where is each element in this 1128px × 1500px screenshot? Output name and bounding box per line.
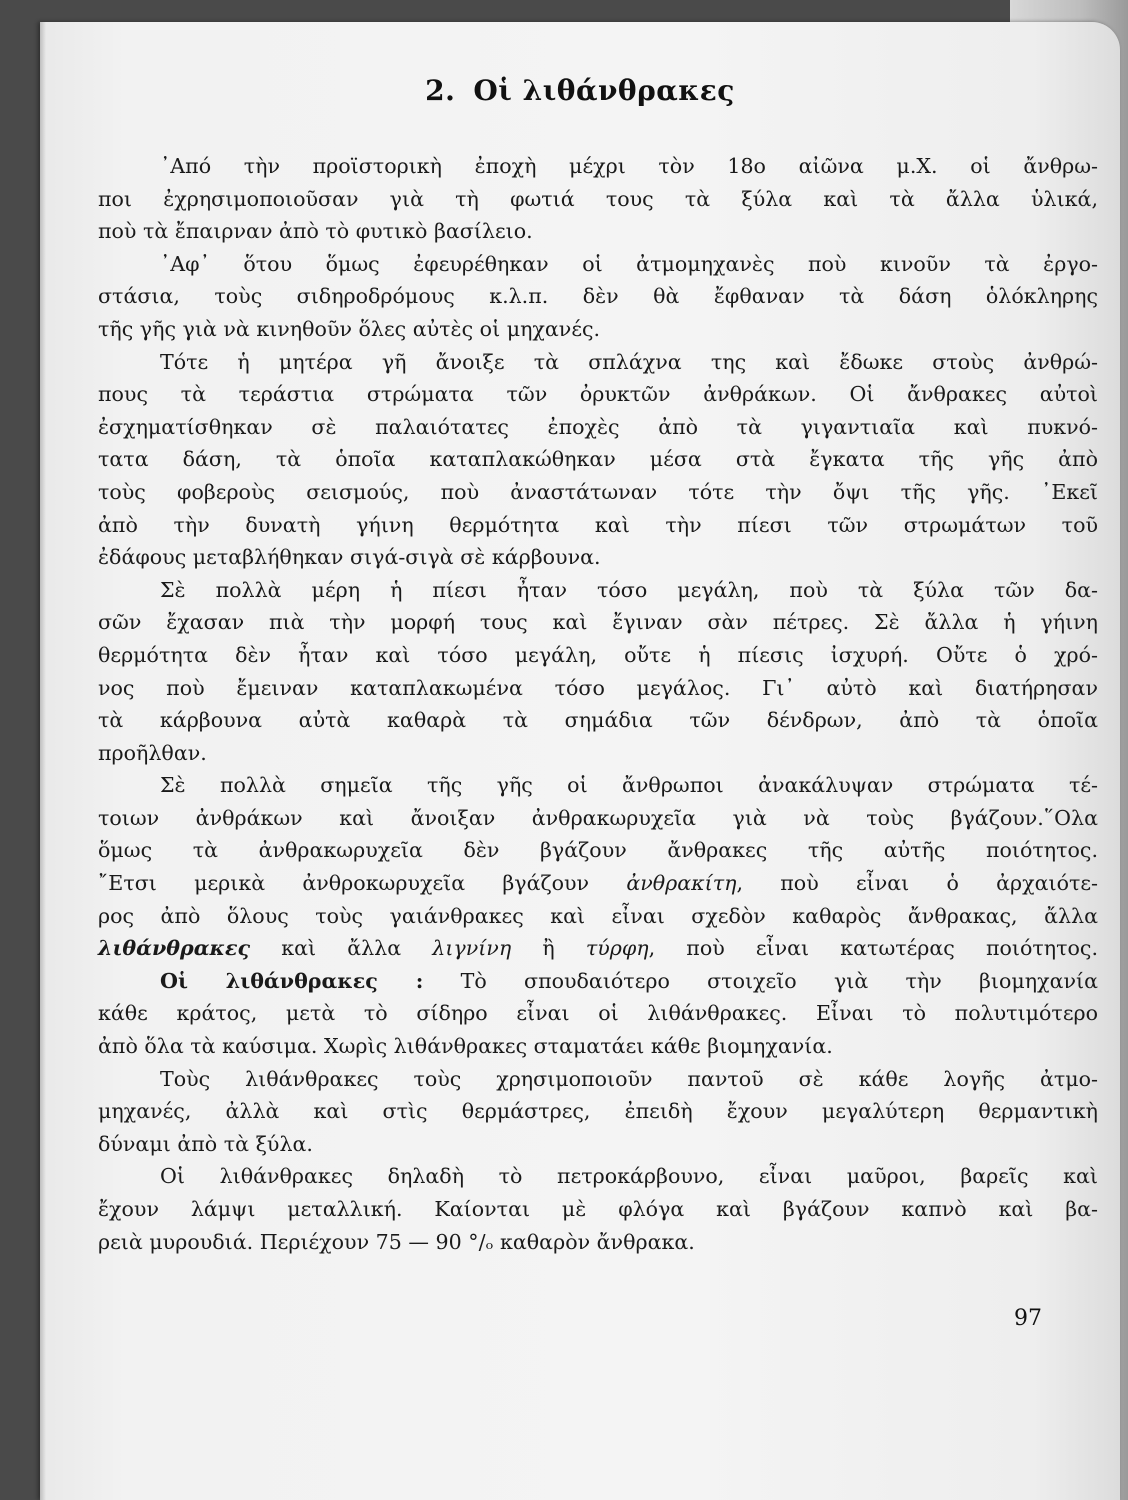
text-line: σῶν ἔχασαν πιὰ τὴν μορφή τους καὶ ἔγιναν σὰν πέτρες. Σὲ ἄλλα ἡ γήινη [98, 610, 1098, 635]
text-line: ἐσχηματίσθηκαν σὲ παλαιότατες ἐποχὲς ἀπὸ τὰ γιγαντιαῖα καὶ πυκνό- [98, 414, 1098, 439]
text-run: καὶ ἄλλα [250, 936, 433, 961]
section-number: 2. [425, 74, 456, 107]
text-line: θερμότητα δὲν ἦταν καὶ τόσο μεγάλη, οὔτε ἡ πίεσις ἰσχυρή. Οὔτε ὁ χρό- [98, 642, 1098, 667]
text-run: , ποὺ εἶναι ὁ ἀρχαιότε- [736, 871, 1098, 896]
text-line: Σὲ πολλὰ μέρη ἡ πίεσι ἦταν τόσο μεγάλη, ποὺ τὰ ξύλα τῶν δα- [160, 577, 1098, 602]
text-line: τῆς γῆς γιὰ νὰ κινηθοῦν ὅλες αὐτὲς οἱ μηχανές. [98, 316, 601, 341]
text-line: ἐδάφους μεταβλήθηκαν σιγά-σιγὰ σὲ κάρβουνα. [98, 545, 601, 570]
text-line: δύναμι ἀπὸ τὰ ξύλα. [98, 1131, 313, 1156]
text-line: ἀπὸ ὅλα τὰ καύσιμα. Χωρὶς λιθάνθρακες σταματάει κάθε βιομηχανία. [98, 1034, 833, 1059]
text-line: ᾿Από τὴν προϊστορικὴ ἐποχὴ μέχρι τὸν 18ο αἰῶνα μ.Χ. οἱ ἄνθρω- [160, 154, 1098, 178]
term-lithanthrakes: λιθάνθρακες [98, 936, 251, 961]
section-title [40, 74, 1120, 107]
text-run: ῎Ετσι μερικὰ ἀνθροκωρυχεῖα βγάζουν [98, 871, 590, 896]
text-line: ρος ἀπὸ ὅλους τοὺς γαιάνθρακες καὶ εἶναι σχεδὸν καθαρὸς ἄνθρακας, ἄλλα [98, 903, 1098, 928]
body-text [98, 150, 1098, 1258]
text-line: προῆλθαν. [98, 740, 207, 765]
text-line: ποι ἐχρησιμοποιοῦσαν γιὰ τὴ φωτιά τους τὰ ξύλα καὶ τὰ ἄλλα ὑλικά, [98, 186, 1098, 211]
text-run: ἢ [511, 936, 586, 961]
text-line: τατα δάση, τὰ ὁποῖα καταπλακώθηκαν μέσα στὰ ἔγκατα τῆς γῆς ἀπὸ [98, 447, 1098, 472]
subheading-lithanthrakes: Οἱ λιθάνθρακες : [160, 968, 424, 993]
text-line [98, 932, 1098, 965]
text-line [98, 965, 1098, 998]
text-line [98, 867, 1098, 900]
text-line: ρειὰ μυρουδιά. Περιέχουν 75 — 90 °/ₒ καθαρὸν ἄνθρακα. [98, 1229, 695, 1254]
text-line: Τότε ἡ μητέρα γῆ ἄνοιξε τὰ σπλάχνα της καὶ ἔδωκε στοὺς ἀνθρώ- [160, 349, 1098, 374]
text-line: ὅμως τὰ ἀνθρακωρυχεῖα δὲν βγάζουν ἄνθρακες τῆς αὐτῆς ποιότητος. [98, 838, 1098, 863]
text-line: Οἱ λιθάνθρακες δηλαδὴ τὸ πετροκάρβουνο, εἶναι μαῦροι, βαρεῖς καὶ [160, 1164, 1098, 1189]
page-gutter-shadow [40, 22, 46, 1500]
text-run: Τὸ σπουδαιότερο στοιχεῖο γιὰ τὴν βιομηχανία [423, 968, 1098, 993]
text-line: ᾿Αφ᾿ ὅτου ὅμως ἐφευρέθηκαν οἱ ἀτμομηχανὲς ποὺ κινοῦν τὰ ἐργο- [160, 251, 1098, 276]
term-anthrakitis: ἀνθρακίτη [626, 871, 737, 896]
text-run: , ποὺ εἶναι κατωτέρας ποιότητος. [648, 936, 1098, 961]
section-title-text: Οἱ λιθάνθρακες [473, 74, 735, 107]
text-line: Τοὺς λιθάνθρακες τοὺς χρησιμοποιοῦν παντοῦ σὲ κάθε λογῆς ἀτμο- [160, 1066, 1098, 1091]
term-lignini: λιγνίνη [432, 936, 512, 961]
text-line: τοιων ἀνθράκων καὶ ἄνοιξαν ἀνθρακωρυχεῖα γιὰ νὰ τοὺς βγάζουν.῞Ολα [98, 805, 1098, 830]
book-page [40, 22, 1120, 1500]
text-line: Σὲ πολλὰ σημεῖα τῆς γῆς οἱ ἄνθρωποι ἀνακάλυψαν στρώματα τέ- [160, 773, 1098, 798]
text-line: πους τὰ τεράστια στρώματα τῶν ὀρυκτῶν ἀνθράκων. Οἱ ἄνθρακες αὐτοὶ [98, 382, 1098, 407]
text-line: στάσια, τοὺς σιδηροδρόμους κ.λ.π. δὲν θὰ ἔφθαναν τὰ δάση ὁλόκληρης [98, 284, 1098, 309]
text-line: κάθε κράτος, μετὰ τὸ σίδηρο εἶναι οἱ λιθάνθρακες. Εἶναι τὸ πολυτιμότερο [98, 1001, 1098, 1026]
text-line: ἀπὸ τὴν δυνατὴ γήινη θερμότητα καὶ τὴν πίεσι τῶν στρωμάτων τοῦ [98, 512, 1098, 537]
text-line: ποὺ τὰ ἔπαιρναν ἀπὸ τὸ φυτικὸ βασίλειο. [98, 219, 533, 244]
text-line: μηχανές, ἀλλὰ καὶ στὶς θερμάστρες, ἐπειδὴ ἔχουν μεγαλύτερη θερμαντικὴ [98, 1099, 1098, 1124]
text-line: ἔχουν λάμψι μεταλλική. Καίονται μὲ φλόγα καὶ βγάζουν καπνὸ καὶ βα- [98, 1197, 1098, 1221]
text-line: νος ποὺ ἔμειναν καταπλακωμένα τόσο μεγάλος. Γι᾿ αὐτὸ καὶ διατήρησαν [98, 675, 1098, 700]
page-number: 97 [1014, 1306, 1042, 1331]
text-line: τοὺς φοβεροὺς σεισμούς, ποὺ ἀναστάτωναν τότε τὴν ὄψι τῆς γῆς. ᾿Εκεῖ [98, 479, 1098, 504]
text-line: τὰ κάρβουνα αὐτὰ καθαρὰ τὰ σημάδια τῶν δένδρων, ἀπὸ τὰ ὁποῖα [98, 708, 1098, 733]
term-tyrfi: τύρφη [585, 936, 649, 961]
